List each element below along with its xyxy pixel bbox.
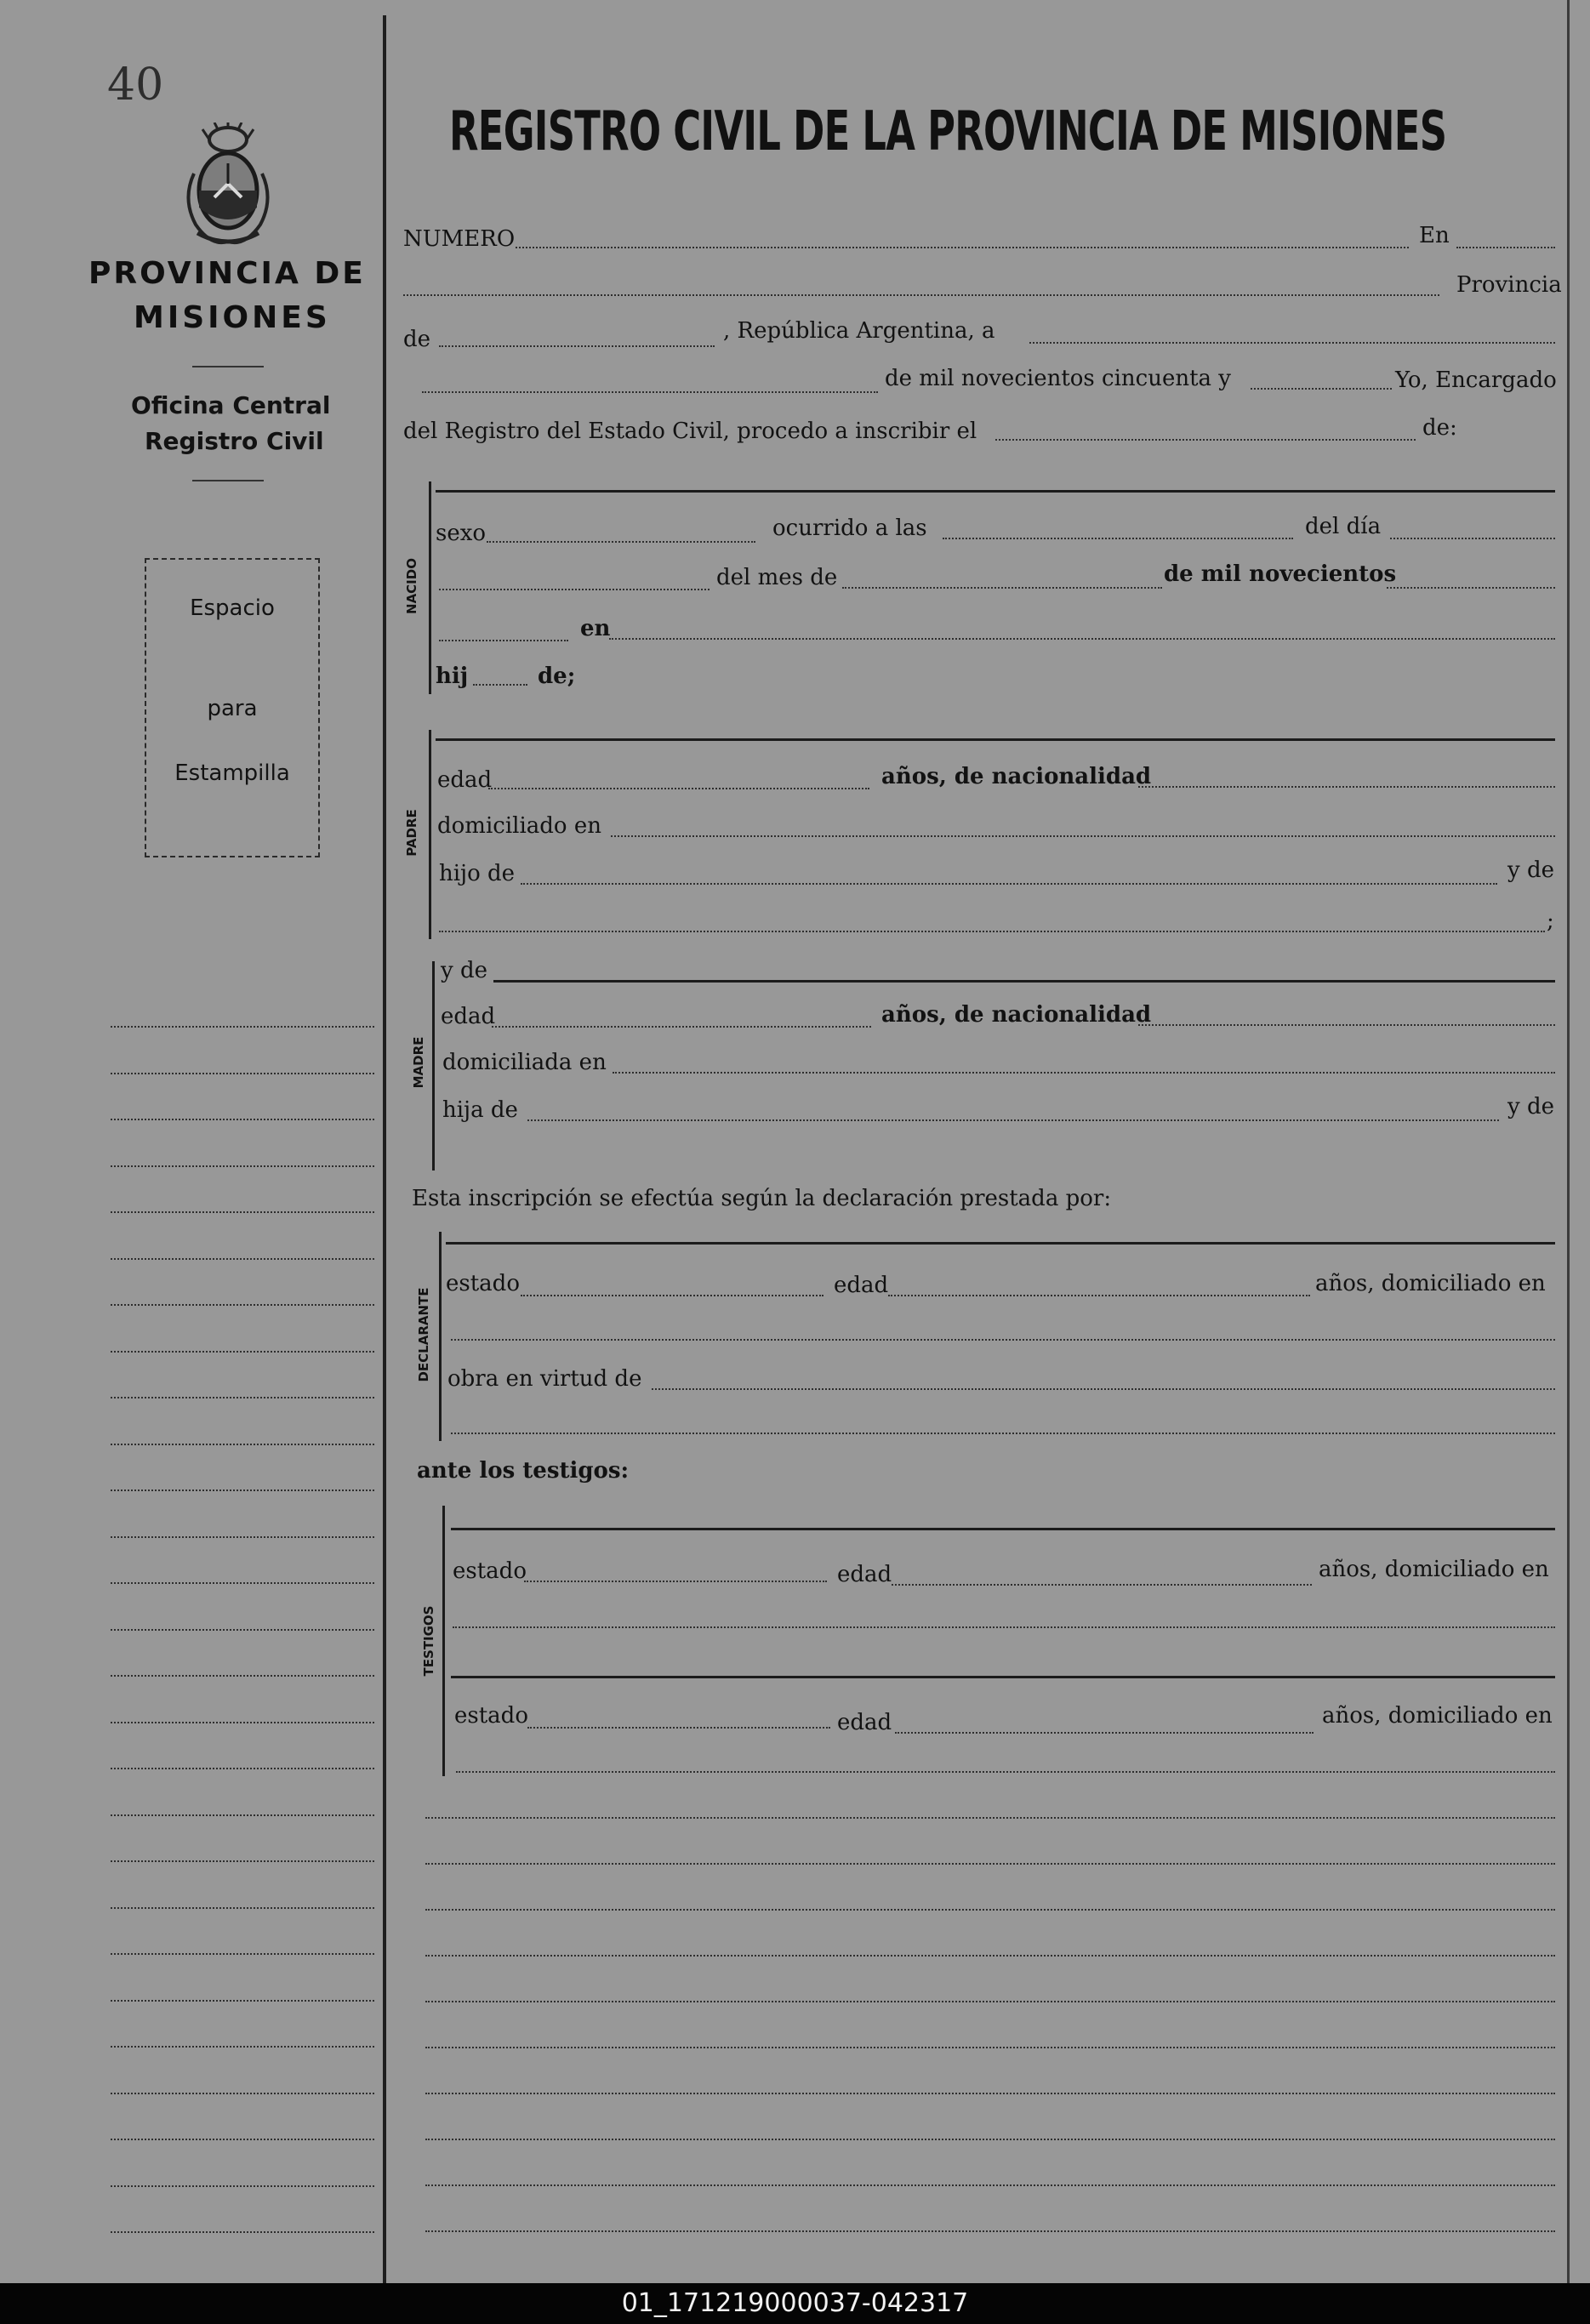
blank-line (425, 1909, 1555, 1911)
margin-line (111, 1814, 374, 1816)
label-provincia: Provincia (1456, 272, 1562, 298)
field-line (473, 684, 527, 686)
margin-line (111, 1258, 374, 1260)
office-line-1: Oficina Central (131, 391, 331, 419)
margin-line (111, 1026, 374, 1028)
sidebar-rule (192, 480, 264, 481)
margin-line (111, 1675, 374, 1677)
page-right-edge (1567, 0, 1570, 2283)
field-line (422, 391, 878, 393)
margin-vertical-rule (383, 15, 386, 2283)
field-line (439, 345, 715, 347)
label-hijo-de: hijo de (439, 861, 516, 886)
label-anos-1: años, domiciliado en (1319, 1557, 1549, 1582)
field-line (439, 931, 1545, 932)
label-edad-1: edad (837, 1562, 892, 1587)
label-estado: estado (446, 1271, 520, 1296)
blank-line (425, 1863, 1555, 1865)
label-registro: del Registro del Estado Civil, procedo a inscribir el (403, 419, 977, 444)
label-republica: , República Argentina, a (723, 318, 995, 344)
label-sexo: sexo (436, 521, 487, 546)
field-line (895, 1732, 1314, 1734)
stamp-text-1: Espacio (190, 595, 275, 621)
label-y-de-top: y de (441, 958, 487, 983)
label-hija-de: hija de (442, 1097, 518, 1123)
field-line (613, 1072, 1555, 1074)
folio-number: 40 (107, 60, 164, 111)
label-edad-2: edad (837, 1710, 892, 1735)
label-numero: NUMERO (403, 226, 516, 252)
testigos-intro: ante los testigos: (417, 1458, 630, 1484)
label-y-de: y de (1507, 857, 1554, 883)
margin-line (111, 1351, 374, 1353)
field-line (524, 1581, 827, 1582)
margin-line (111, 1490, 374, 1491)
label-edad: edad (441, 1004, 496, 1029)
section-label-nacido: NACIDO (404, 558, 419, 614)
coat-of-arms-icon (177, 122, 279, 250)
margin-line (111, 1722, 374, 1723)
blank-line (425, 2001, 1555, 2002)
section-label-testigos: TESTIGOS (421, 1605, 436, 1677)
field-line (892, 1584, 1312, 1586)
field-line (488, 788, 869, 789)
field-line (451, 1433, 1555, 1434)
margin-line (111, 1860, 374, 1862)
field-line (439, 589, 710, 590)
field-line (527, 1727, 830, 1729)
blank-line (425, 2230, 1555, 2232)
label-del-dia: del día (1305, 514, 1382, 539)
label-yo-encargado: Yo, Encargado (1395, 367, 1557, 393)
section-label-padre: PADRE (404, 809, 419, 857)
stamp-text-3: Estampilla (174, 760, 290, 786)
margin-line (111, 2046, 374, 2048)
label-de-mil: de mil novecientos (1164, 561, 1397, 587)
margin-line (111, 1304, 374, 1306)
margin-line (111, 1444, 374, 1445)
margin-line (111, 1211, 374, 1213)
separator (446, 1242, 1555, 1245)
label-anos-2: años, domiciliado en (1322, 1703, 1553, 1729)
field-line (1387, 587, 1555, 589)
margin-line (111, 1165, 374, 1167)
margin-line (111, 1582, 374, 1584)
bracket-nacido (429, 481, 431, 694)
bracket-madre (432, 961, 435, 1171)
province-line-2: MISIONES (134, 300, 331, 335)
field-line (487, 541, 755, 543)
label-en-2: en (580, 616, 611, 641)
label-ocurrido: ocurrido a las (772, 515, 927, 541)
separator (493, 980, 1555, 983)
blank-line (425, 2047, 1555, 2048)
field-line (995, 439, 1416, 441)
field-line (516, 247, 1409, 248)
field-line (888, 1295, 1310, 1296)
section-label-madre: MADRE (411, 1036, 426, 1089)
label-de-colon: de: (1422, 415, 1457, 441)
label-semicolon: ; (1547, 909, 1554, 934)
margin-line (111, 1629, 374, 1631)
label-estado-2: estado (454, 1703, 528, 1729)
margin-line (111, 1073, 374, 1074)
margin-line (111, 1907, 374, 1909)
label-domiciliado: domiciliado en (437, 813, 601, 839)
label-anos: años, de nacionalidad (881, 764, 1152, 789)
margin-line (111, 2093, 374, 2094)
blank-line (425, 1817, 1555, 1819)
field-line (943, 538, 1293, 539)
stamp-box (145, 558, 320, 857)
field-line (527, 1119, 1499, 1121)
office-line-2: Registro Civil (145, 427, 324, 455)
margin-line (111, 2139, 374, 2140)
blank-line (425, 1955, 1555, 1957)
field-line (453, 1626, 1555, 1628)
field-line (492, 1026, 871, 1028)
declaracion-text: Esta inscripción se efectúa según la declaración prestada por: (412, 1186, 1112, 1211)
label-mil-novecientos: de mil novecientos cincuenta y (885, 366, 1231, 391)
blank-line (425, 2184, 1555, 2186)
separator (451, 1528, 1555, 1530)
label-edad: edad (437, 767, 493, 793)
bracket-declarante (439, 1232, 442, 1441)
label-anos: años, de nacionalidad (881, 1002, 1152, 1028)
separator (436, 738, 1555, 741)
label-anos: años, domiciliado en (1315, 1271, 1546, 1296)
margin-line (111, 2185, 374, 2187)
margin-line (111, 1536, 374, 1538)
sidebar-rule (192, 366, 264, 367)
footer-strip: 01_171219000037-042317 (0, 2283, 1590, 2324)
label-obra: obra en virtud de (447, 1366, 642, 1392)
bracket-testigos (442, 1506, 445, 1776)
field-line (521, 883, 1497, 885)
field-line (456, 1771, 1555, 1773)
field-line (1138, 786, 1555, 788)
field-line (521, 1295, 823, 1296)
margin-line (111, 2231, 374, 2233)
field-line (403, 294, 1439, 296)
field-line (1029, 342, 1555, 344)
blank-line (425, 2093, 1555, 2094)
label-de-semicolon: de; (538, 664, 576, 689)
field-line (609, 638, 1555, 640)
blank-line (425, 2139, 1555, 2140)
label-del-mes: del mes de (716, 565, 838, 590)
label-edad: edad (834, 1273, 889, 1298)
label-domiciliada: domiciliada en (442, 1050, 607, 1075)
label-en: En (1419, 223, 1450, 248)
margin-line (111, 2000, 374, 2002)
field-line (1456, 247, 1555, 248)
stamp-text-2: para (207, 696, 258, 721)
field-line (842, 587, 1162, 589)
field-line (439, 640, 568, 641)
field-line (1390, 538, 1555, 539)
separator (436, 490, 1555, 493)
field-line (611, 835, 1555, 837)
section-label-declarante: DECLARANTE (416, 1287, 431, 1382)
margin-line (111, 1768, 374, 1769)
label-hij: hij (436, 664, 469, 689)
label-y-de: y de (1507, 1094, 1554, 1119)
label-estado-1: estado (453, 1558, 527, 1584)
province-line-1: PROVINCIA DE (88, 256, 366, 291)
separator (451, 1676, 1555, 1678)
field-line (451, 1339, 1555, 1341)
field-line (652, 1388, 1555, 1390)
margin-line (111, 1119, 374, 1120)
field-line (1251, 388, 1392, 390)
bracket-padre (429, 730, 431, 939)
margin-line (111, 1397, 374, 1398)
field-line (1138, 1024, 1555, 1026)
page-title: REGISTRO CIVIL DE LA PROVINCIA DE MISIONES (449, 100, 1447, 163)
label-de: de (403, 327, 431, 352)
margin-line (111, 1953, 374, 1955)
